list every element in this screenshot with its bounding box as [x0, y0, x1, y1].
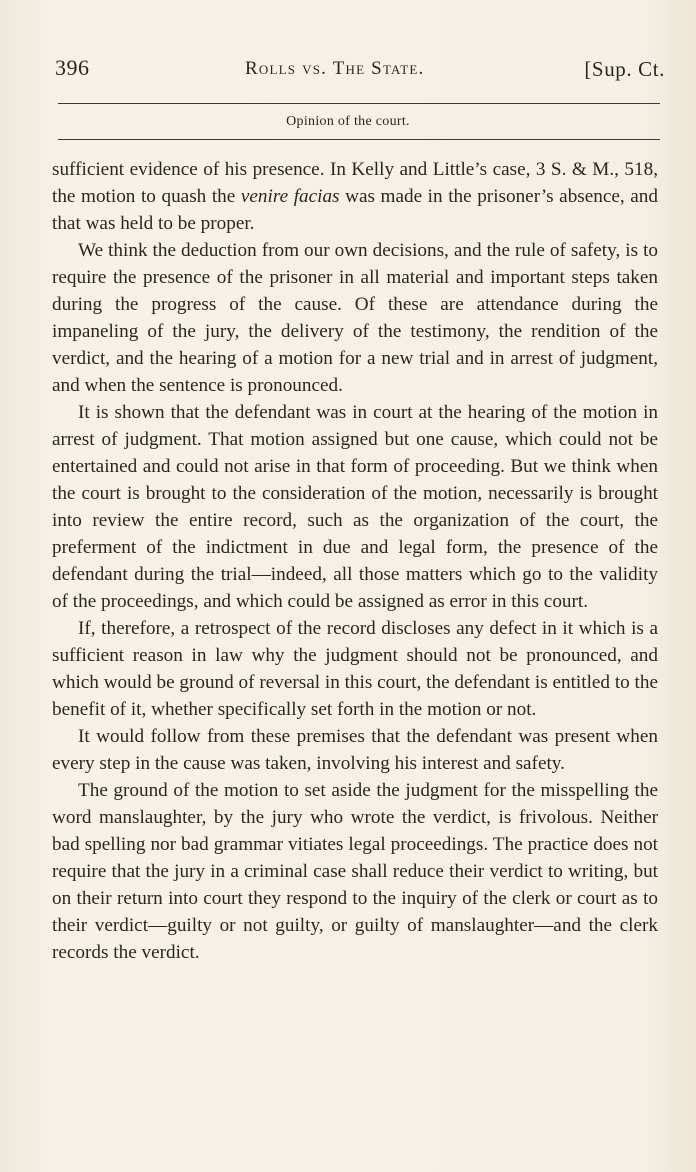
- body-text: [52, 156, 658, 966]
- paragraph-5: It would follow from these premises that the defendant was present when every step in the cause was taken, involving his interest and safety.: [52, 726, 658, 774]
- paragraph-1-before: sufficient evidence of his presence. In Kelly and Little’s case, 3 S. & M., 518, the motion to quash the: [52, 159, 658, 207]
- paragraph-6: The ground of the motion to set aside the judgment for the misspelling the word manslaughter, by the jury who wrote the verdict, is frivolous. Neither bad spelling nor bad grammar vitiates legal proceedings. The practice does not require that the jury in a criminal case shall reduce their verdict to writing, but on their return into court they respond to the inquiry of the clerk or court as to their verdict—guilty or not guilty, or guilty of manslaughter—and the clerk records the verdict.: [52, 780, 658, 963]
- running-title: Rolls vs. The State.: [245, 58, 425, 79]
- paragraph-1-italic: venire facias: [240, 186, 340, 207]
- page-header: [55, 55, 665, 87]
- paragraph-3: It is shown that the defendant was in court at the hearing of the motion in arrest of judgment. That motion assigned but one cause, which could not be entertained and could not arise in that form of proceeding. But we think when the court is brought to the consideration of the motion, necessarily is brought into review the entire record, such as the organization of the court, the preferment of the indictment in due and legal form, the presence of the defendant during the trial—indeed, all those matters which go to the validity of the proceedings, and which could be assigned as error in this court.: [52, 402, 658, 612]
- paragraph-1-after: was made in the prisoner’s absence, and that was held to be proper.: [52, 186, 658, 234]
- header-rule-bottom: [58, 139, 660, 140]
- paragraph-2: We think the deduction from our own decisions, and the rule of safety, is to require the presence of the prisoner in all material and important steps taken during the progress of the cause. Of these are attendance during the impaneling of the jury, the delivery of the testimony, the rendition of the verdict, and the hearing of a motion for a new trial and in arrest of judgment, and when the sentence is pronounced.: [52, 240, 658, 396]
- paragraph-4: If, therefore, a retrospect of the record discloses any defect in it which is a sufficient reason in law why the judgment should not be pronounced, and which would be ground of reversal in this court, the defendant is entitled to the benefit of it, whether specifically set forth in the motion or not.: [52, 618, 658, 720]
- court-mark: [Sup. Ct.: [584, 57, 665, 81]
- page-number: 396: [55, 55, 90, 80]
- section-label: Opinion of the court.: [286, 114, 410, 129]
- header-rule-top: [58, 103, 660, 104]
- paragraph-1: [52, 156, 658, 237]
